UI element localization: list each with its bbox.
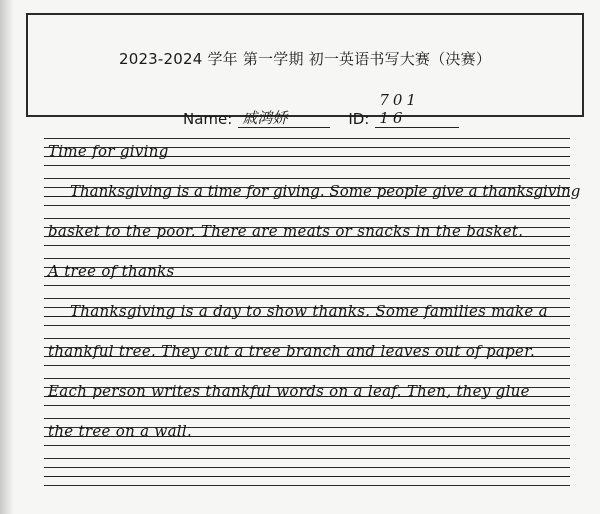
ruled-line — [44, 454, 570, 494]
id-value: 701 16 — [375, 91, 459, 128]
handwriting-line: A tree of thanks — [48, 262, 175, 280]
ruled-line — [44, 214, 570, 254]
handwriting-line: thankful tree. They cut a tree branch and leaves out of paper. — [48, 342, 536, 360]
student-info — [183, 91, 459, 128]
ruled-line — [44, 134, 570, 174]
handwriting-line: Thanksgiving is a time for giving. Some people give a thanksgiving — [70, 182, 581, 200]
ruled-line — [44, 294, 570, 334]
ruled-line — [44, 174, 581, 214]
contest-title: 2023-2024 学年 第一学期 初一英语书写大赛（决赛） — [118, 50, 492, 68]
writing-area — [44, 134, 581, 514]
ruled-line — [44, 374, 570, 414]
handwriting-line: basket to the poor. There are meats or snacks in the basket. — [48, 222, 524, 240]
ruled-line — [44, 414, 570, 454]
scan-shadow — [0, 0, 14, 514]
id-label: ID: — [348, 110, 370, 128]
header-box — [26, 13, 584, 128]
name-value: 戚鸿娇 — [238, 109, 330, 128]
name-label: Name: — [183, 110, 233, 128]
handwriting-line: Each person writes thankful words on a leaf. Then, they glue — [48, 382, 530, 400]
handwriting-line: the tree on a wall. — [48, 422, 193, 440]
handwriting-line: Time for giving — [48, 142, 169, 160]
ruled-line — [44, 254, 570, 294]
ruled-line — [44, 334, 570, 374]
handwriting-line: Thanksgiving is a day to show thanks. Some families make a — [70, 302, 548, 320]
